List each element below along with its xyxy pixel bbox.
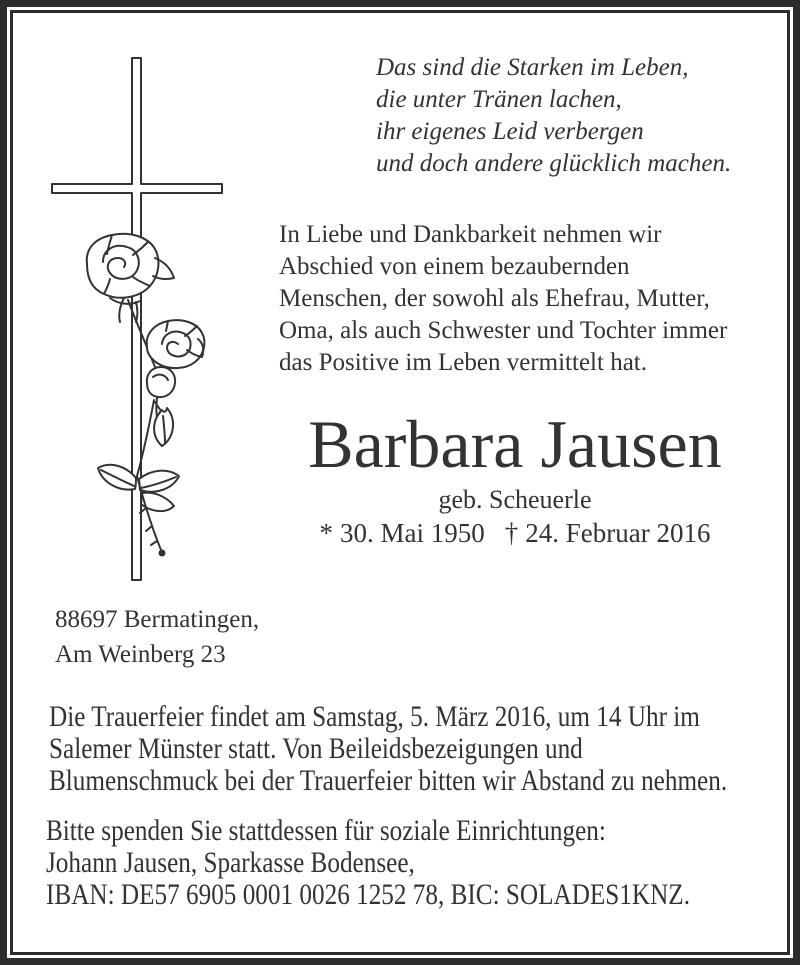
maiden-name: geb. Scheuerle [438, 485, 592, 514]
verse-line: und doch andere glücklich machen. [376, 150, 732, 177]
tribute-line: Menschen, der sowohl als Ehefrau, Mutter, [279, 285, 710, 312]
donation-line: IBAN: DE57 6905 0001 0026 1252 78, BIC: SOLADES1KNZ. [46, 878, 691, 911]
funeral-info [49, 701, 788, 797]
address-line: 88697 Bermatingen, [55, 606, 260, 633]
tribute-line: Abschied von einem bezaubernden [279, 253, 630, 280]
tribute-text [279, 219, 727, 379]
address-line: Am Weinberg 23 [55, 641, 226, 668]
verse-line: Das sind die Starken im Leben, [376, 54, 689, 81]
death-cross-icon: † [504, 518, 519, 548]
tribute-line: In Liebe und Dankbarkeit nehmen wir [279, 221, 662, 248]
tribute-line: das Positive im Leben vermittelt hat. [279, 349, 647, 376]
funeral-line: Salemer Münster statt. Von Beileidsbezeigungen und [49, 732, 583, 765]
birth-star-icon: * [319, 518, 334, 548]
birth-date: 30. Mai 1950 [340, 518, 485, 548]
birth-entry [320, 518, 485, 548]
verse-line: die unter Tränen lachen, [376, 86, 622, 113]
funeral-line: Blumenschmuck bei der Trauerfeier bitten wir Abstand zu nehmen. [49, 764, 728, 797]
donation-line: Bitte spenden Sie stattdessen für soziale Einrichtungen: [46, 814, 606, 847]
cross-roses-icon [40, 52, 230, 587]
funeral-line: Die Trauerfeier findet am Samstag, 5. März 2016, um 14 Uhr im [49, 700, 700, 733]
death-entry [505, 518, 711, 548]
memorial-verse [376, 52, 731, 180]
life-dates [281, 520, 749, 547]
deceased-name: Barbara Jausen [308, 406, 722, 482]
donation-info [46, 815, 785, 911]
donation-line: Johann Jausen, Sparkasse Bodensee, [46, 846, 415, 879]
verse-line: ihr eigenes Leid verbergen [376, 118, 644, 145]
address [55, 602, 259, 672]
death-date: 24. Februar 2016 [525, 518, 711, 548]
tribute-line: Oma, als auch Schwester und Tochter immer [279, 317, 728, 344]
